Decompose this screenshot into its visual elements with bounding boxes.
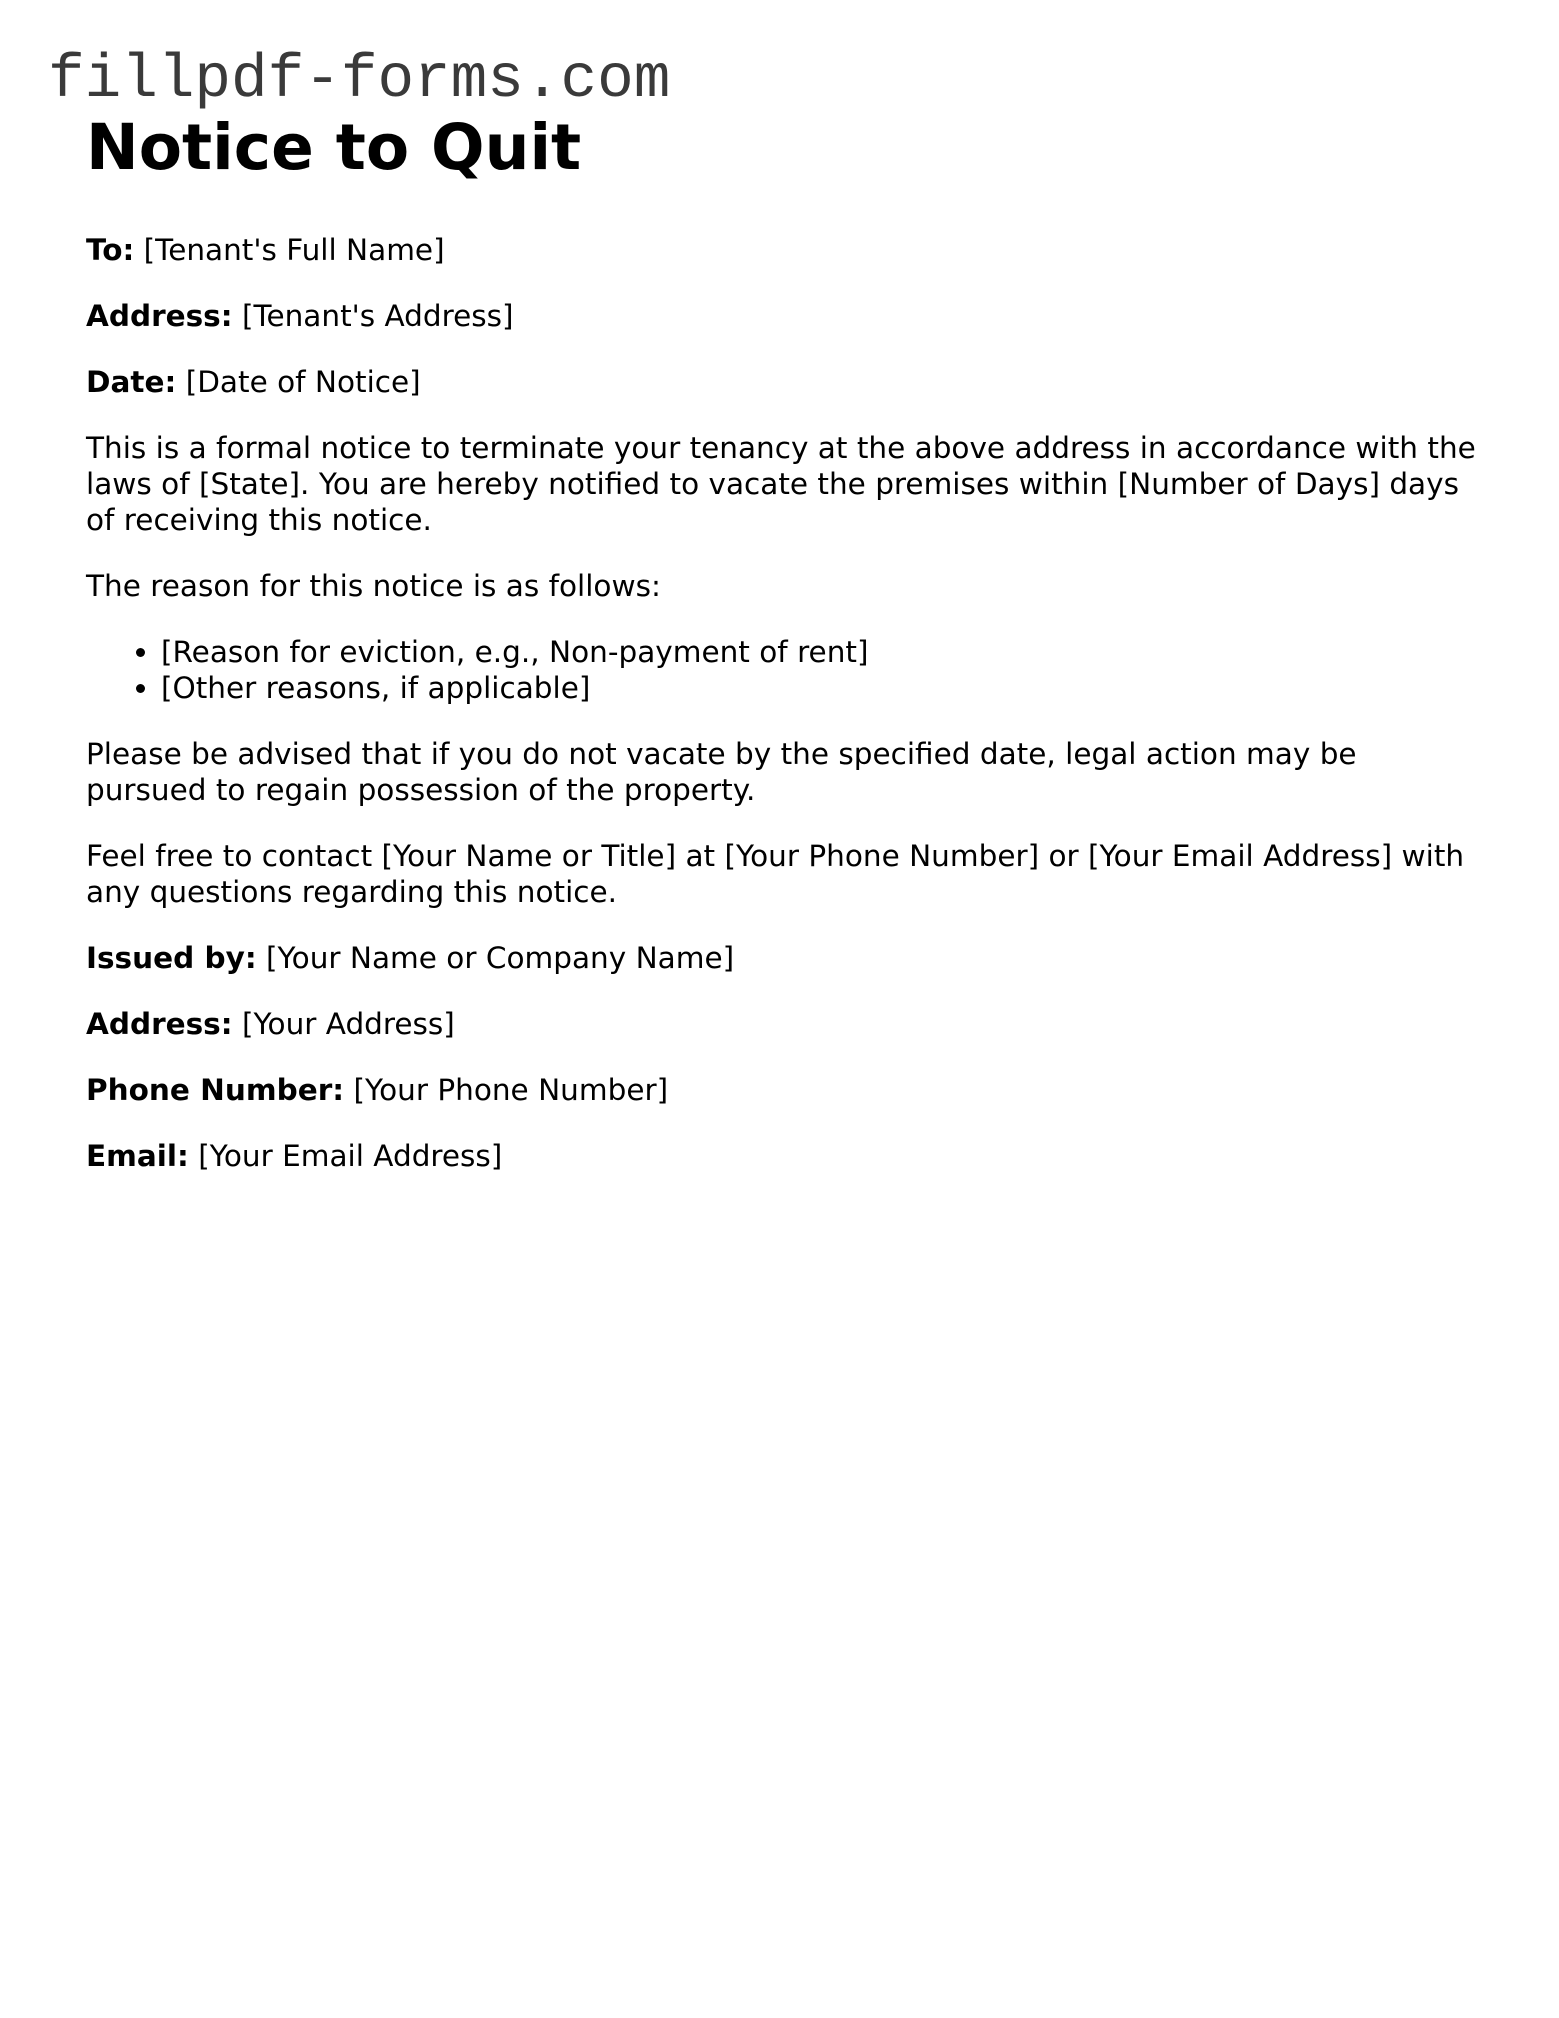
watermark: fillpdf-forms.com bbox=[48, 46, 671, 115]
email-value: [Your Email Address] bbox=[198, 1139, 503, 1173]
issuer-address-label: Address: bbox=[86, 1007, 233, 1041]
list-item: • [Other reasons, if applicable] bbox=[161, 670, 1476, 706]
reasons-list bbox=[86, 634, 1476, 706]
tenant-address-label: Address: bbox=[86, 299, 233, 333]
email-label: Email: bbox=[86, 1139, 189, 1173]
tenant-address-value: [Tenant's Address] bbox=[241, 299, 514, 333]
to-value: [Tenant's Full Name] bbox=[143, 233, 445, 267]
reason-intro: The reason for this notice is as follows: bbox=[86, 569, 661, 603]
to-label: To: bbox=[86, 233, 135, 267]
phone-label: Phone Number: bbox=[86, 1073, 345, 1107]
document bbox=[86, 108, 1476, 1204]
date-line bbox=[86, 364, 1476, 400]
phone-line bbox=[86, 1072, 1476, 1108]
email-line bbox=[86, 1138, 1476, 1174]
list-item: • [Reason for eviction, e.g., Non-payment of rent] bbox=[161, 634, 1476, 670]
advisory-paragraph: Please be advised that if you do not vacate by the specified date, legal action may be pursued to regain possession of the property. bbox=[86, 737, 1357, 807]
date-value: [Date of Notice] bbox=[185, 365, 421, 399]
issuer-address-line bbox=[86, 1006, 1476, 1042]
contact-paragraph: Feel free to contact [Your Name or Title] at [Your Phone Number] or [Your Email Address] with any questions regarding this notice. bbox=[86, 839, 1465, 909]
intro-paragraph: This is a formal notice to terminate your tenancy at the above address in accordance with the laws of [State]. You are hereby notified to vacate the premises within [Number of Days] days of receiving this notice. bbox=[86, 431, 1476, 537]
issued-by-value: [Your Name or Company Name] bbox=[266, 941, 735, 975]
issuer-address-value: [Your Address] bbox=[241, 1007, 455, 1041]
issued-by-label: Issued by: bbox=[86, 941, 257, 975]
date-label: Date: bbox=[86, 365, 177, 399]
tenant-address-line bbox=[86, 298, 1476, 334]
page-title: Notice to Quit bbox=[86, 111, 582, 184]
phone-value: [Your Phone Number] bbox=[353, 1073, 669, 1107]
issued-by-line bbox=[86, 940, 1476, 976]
to-line bbox=[86, 232, 1476, 268]
